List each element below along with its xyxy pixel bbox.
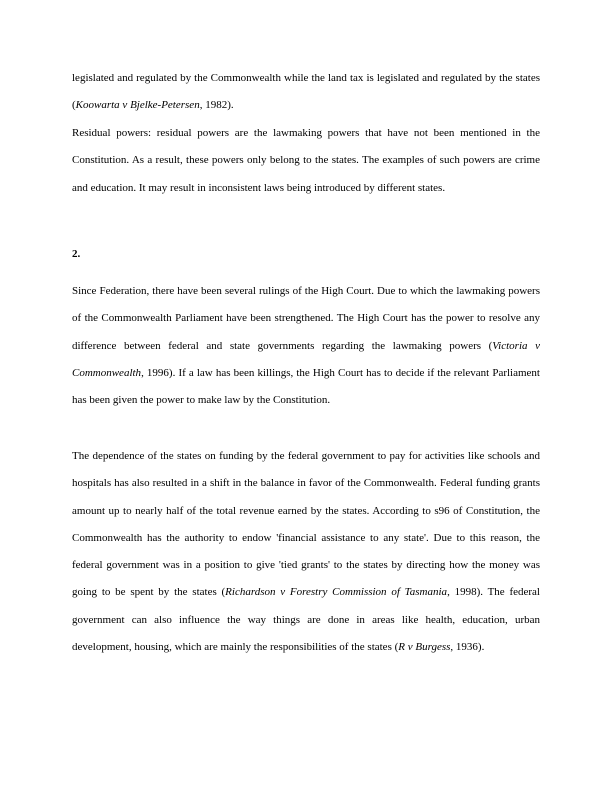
paragraph-land-tax — [72, 65, 540, 120]
paragraph-text: , 1936). — [450, 641, 485, 654]
paragraph-text: , 1996). If a law has been killings, the High Court has to decide if the relevant Parliament has been given the power to make law by the Constitution. — [72, 366, 540, 407]
paragraph-federation-rulings — [72, 278, 540, 414]
paragraph-text: , 1982). — [199, 99, 234, 112]
paragraph-text: Since Federation, there have been several rulings of the High Court. Due to which the lawmaking powers of the Commonwealth Parliament have been strengthened. The High Court has the power to resolve any difference between federal and state governments regarding the lawmaking powers ( — [72, 285, 540, 352]
case-citation: R v Burgess — [398, 641, 451, 654]
case-citation: Victoria v Commonwealth — [72, 339, 540, 379]
paragraph-text: , 1998). The federal government can also influence the way things are done in areas like health, education, urban development, housing, which are mainly the responsibilities of the states ( — [72, 586, 540, 654]
paragraph-text: The dependence of the states on funding by the federal government to pay for activities like schools and hospitals has also resulted in a shift in the balance in favor of the Commonwealth. Federal funding grants amount up to nearly half of the total revenue earned by the states. According to s96 of Constitution, the Commonwealth has the authority to endow 'financial assistance to any state'. Due to this reason, the federal government was in a position to give 'tied grants' to the states by directing how the money was going to be spent by the states ( — [72, 450, 540, 599]
case-citation: Koowarta v Bjelke-Petersen — [75, 99, 200, 112]
paragraph-residual-powers: Residual powers: residual powers are the lawmaking powers that have not been mentioned in the Constitution. As a result, these powers only belong to the states. The examples of such powers are crime and education. It may result in inconsistent laws being introduced by different states. — [72, 127, 540, 194]
paragraph-state-funding — [72, 443, 540, 661]
paragraph-text: legislated and regulated by the Commonwealth while the land tax is legislated and regulated by the states ( — [72, 72, 540, 112]
section-heading: 2. — [72, 248, 81, 260]
case-citation: Richardson v Forestry Commission of Tasmania — [225, 586, 448, 599]
